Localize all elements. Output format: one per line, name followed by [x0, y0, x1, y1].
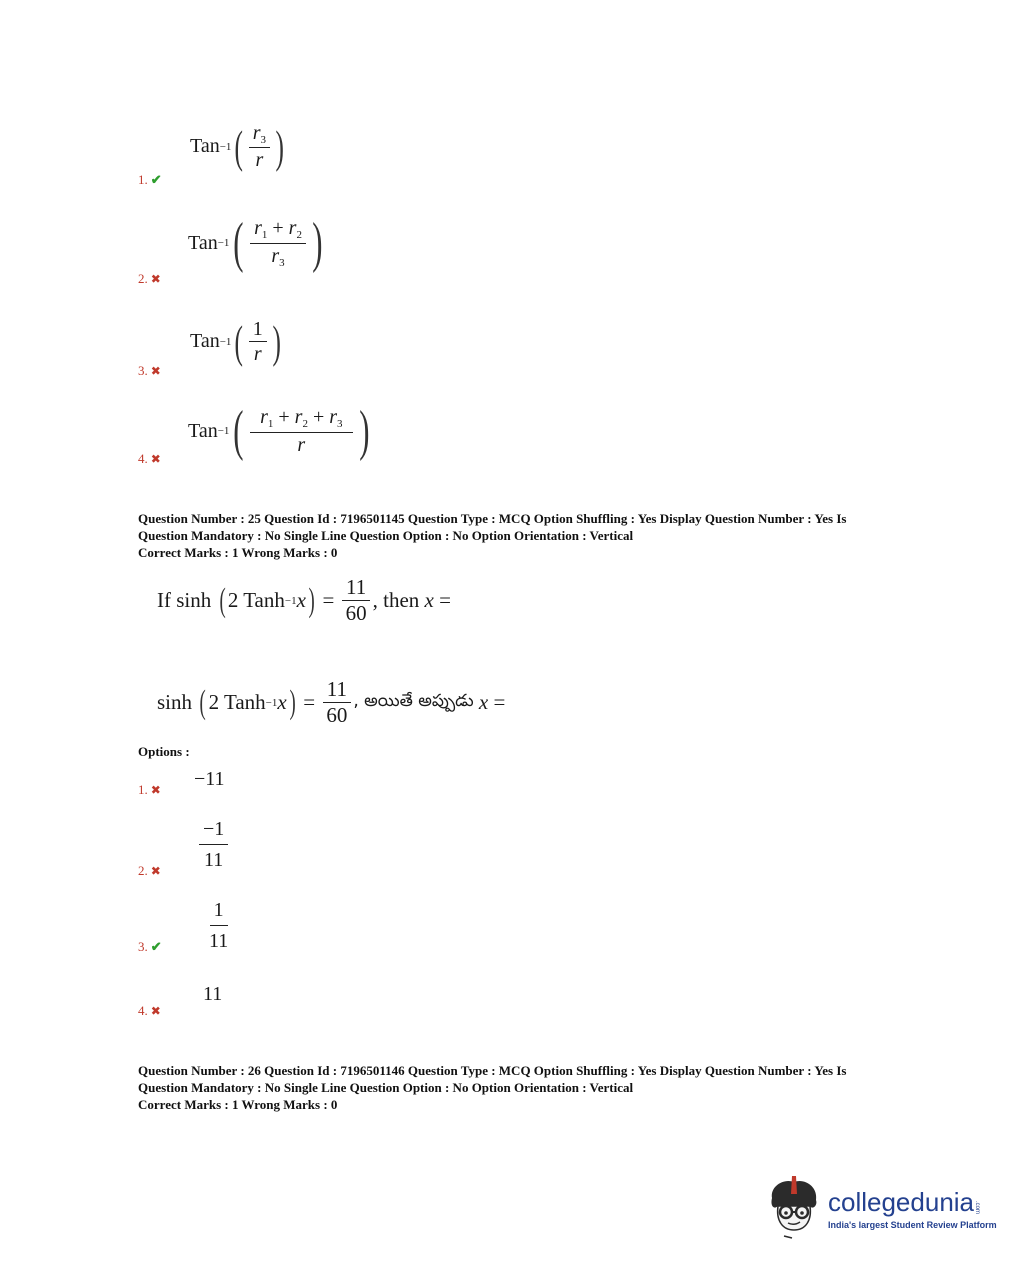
q25-option-4-number: 4. ✖: [138, 1003, 161, 1018]
brand-com: .com: [974, 1201, 981, 1215]
wrong-cross-icon: ✖: [150, 363, 161, 378]
correct-check-icon: ✔: [150, 939, 162, 954]
collegedunia-logo: [766, 1176, 997, 1242]
prev-option-4-expression: Tan −1 ( $\frac{r_1 + r_2 + r_3}{r}$ ): [188, 400, 369, 462]
wrong-cross-icon: ✖: [150, 1003, 161, 1018]
q25-text-english: If sinh ( 2 Tanh −1 x ) = $\frac{11}{60}$ , then x =: [157, 575, 451, 626]
q25-option-2-number: 2. ✖: [138, 863, 161, 878]
q25-options-label: Options :: [138, 744, 190, 759]
q25-option-2-value: $\frac{-1}{11}$: [197, 818, 230, 871]
q25-option-1-value: −11: [194, 768, 225, 790]
brand-name: collegedunia: [828, 1186, 975, 1217]
wrong-cross-icon: ✖: [150, 451, 161, 466]
wrong-cross-icon: ✖: [150, 782, 161, 797]
brand-tagline: India's largest Student Review Platform: [828, 1219, 997, 1230]
q25-option-3-value: $\frac{1}{11}$: [209, 899, 229, 952]
prev-option-1-expression: Tan −1 ( $\frac{r_3}{r}$ ): [190, 120, 284, 172]
q25-option-3-number: 3. ✔: [138, 939, 162, 954]
q26-meta: Question Number : 26 Question Id : 7196501146 Question Type : MCQ Option Shuffling : Yes Display Question Number : Yes Is Question Mandatory : No Single Line Question Option : No Option Orientation : Vertical Correct Marks : 1 Wrong Marks : 0: [138, 1063, 847, 1112]
q25-option-4-value: 11: [203, 983, 223, 1005]
prev-option-3-expression: Tan −1 ( $\frac{1}{r}$ ): [190, 315, 281, 367]
q25-meta: Question Number : 25 Question Id : 7196501145 Question Type : MCQ Option Shuffling : Yes Display Question Number : Yes Is Question Mandatory : No Single Line Question Option : No Option Orientation : Vertical Correct Marks : 1 Wrong Marks : 0: [138, 511, 847, 560]
prev-option-3-number: 3. ✖: [138, 363, 161, 378]
wrong-cross-icon: ✖: [150, 863, 161, 878]
mascot-icon: [766, 1176, 822, 1242]
correct-check-icon: ✔: [150, 172, 162, 187]
prev-option-1-number: 1. ✔: [138, 172, 162, 187]
wrong-cross-icon: ✖: [150, 271, 161, 286]
prev-option-2-number: 2. ✖: [138, 271, 161, 286]
prev-option-4-number: 4. ✖: [138, 451, 161, 466]
q25-text-telugu: sinh ( 2 Tanh −1 x ) = $\frac{11}{60}$ , అయితే అప్పుడు x =: [157, 677, 506, 728]
q25-option-1-number: 1. ✖: [138, 782, 161, 797]
prev-option-2-expression: Tan −1 ( $\frac{r_1 + r_2}{r_3}$ ): [188, 212, 323, 274]
